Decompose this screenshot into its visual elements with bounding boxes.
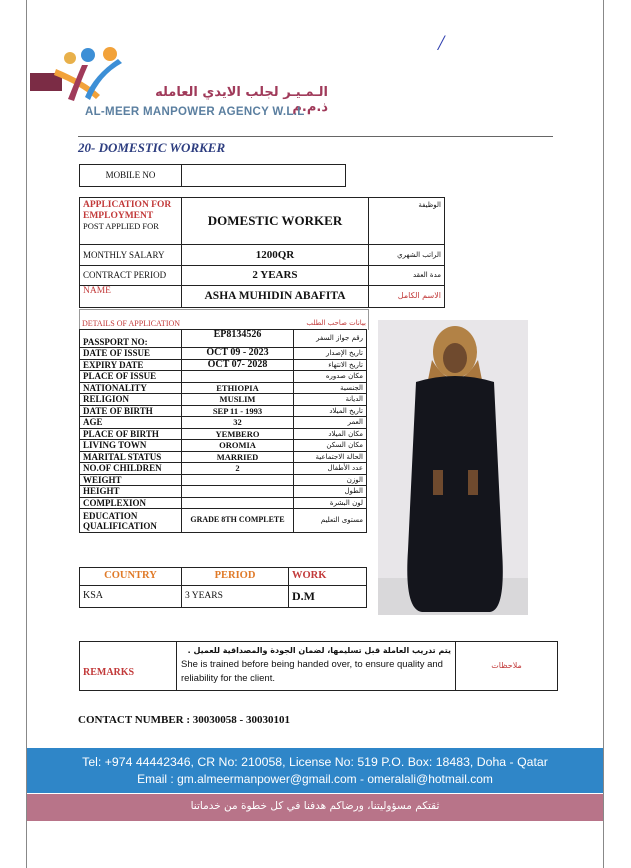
page-right-border xyxy=(603,0,604,868)
details-label-ar: الديانة xyxy=(294,394,367,406)
details-row xyxy=(80,428,367,440)
experience-period: 3 YEARS xyxy=(182,586,289,608)
remarks-label-ar: ملاحظات xyxy=(456,642,558,691)
name-value: ASHA MUHIDIN ABAFITA xyxy=(182,286,369,308)
mobile-value xyxy=(182,165,346,187)
remarks-text-cell xyxy=(177,642,456,691)
experience-work: D.M xyxy=(289,586,367,608)
details-row xyxy=(80,348,367,360)
details-label-ar: مكان صدوره xyxy=(294,371,367,383)
details-value: SEP 11 - 1993 xyxy=(182,405,294,417)
remarks-text-ar: يتم تدريب العاملة قبل تسليمها، لضمان الجودة والمصداقية للعميل . xyxy=(187,645,451,655)
details-value: OROMIA xyxy=(182,440,294,452)
details-value: 32 xyxy=(182,417,294,429)
footer-blue-band xyxy=(27,748,603,793)
footer-line-3: ثقتكم مسؤوليتنا، ورضاكم هدفنا في كل خطوة من خدماتنا xyxy=(190,800,440,812)
details-row xyxy=(80,330,367,348)
details-row xyxy=(80,359,367,371)
page-left-border xyxy=(26,0,27,868)
details-value: MARRIED xyxy=(182,451,294,463)
details-value: ETHIOPIA xyxy=(182,382,294,394)
footer-pink-band xyxy=(27,794,603,821)
details-label: PASSPORT NO: xyxy=(80,330,182,348)
details-label-ar: الوزن xyxy=(294,474,367,486)
contract-label: CONTRACT PERIOD xyxy=(80,266,182,286)
details-label-ar: بيانات صاحب الطلب xyxy=(306,319,366,327)
person-photo-icon xyxy=(378,320,528,615)
details-label-ar: لون البشرة xyxy=(294,497,367,509)
details-label-ar: مكان السكن xyxy=(294,440,367,452)
details-row xyxy=(80,509,367,533)
details-value: GRADE 8TH COMPLETE xyxy=(182,509,294,533)
footer-line-2: Email : gm.almeermanpower@gmail.com - omeralali@hotmail.com xyxy=(137,772,493,786)
details-header-row xyxy=(79,309,369,330)
details-label: HEIGHT xyxy=(80,486,182,498)
details-label-ar: عدد الأطفال xyxy=(294,463,367,475)
details-label: NATIONALITY xyxy=(80,382,182,394)
details-row xyxy=(80,451,367,463)
details-row xyxy=(80,486,367,498)
details-label-ar: الحالة الاجتماعية xyxy=(294,451,367,463)
details-label: EXPIRY DATE xyxy=(80,359,182,371)
details-value: EP8134526 xyxy=(182,330,294,348)
details-label: LIVING TOWN xyxy=(80,440,182,452)
details-label: EDUCATION QUALIFICATION xyxy=(80,509,182,533)
company-name-arabic: الـمـيـر لجلب الايدي العامله ذ.م.م xyxy=(155,85,328,115)
salary-value: 1200QR xyxy=(182,245,369,266)
details-label-ar: تاريخ الميلاد xyxy=(294,405,367,417)
details-value xyxy=(182,497,294,509)
details-label: DETAILS OF APPLICATION xyxy=(82,319,181,328)
details-value: OCT 09 - 2023 xyxy=(182,348,294,360)
salary-label: MONTHLY SALARY xyxy=(80,245,182,266)
details-label: PLACE OF ISSUE xyxy=(80,371,182,383)
application-cell xyxy=(80,198,182,245)
details-label: AGE xyxy=(80,417,182,429)
employment-table xyxy=(79,197,445,308)
details-row xyxy=(80,382,367,394)
experience-table xyxy=(79,567,367,608)
details-value xyxy=(182,474,294,486)
details-label: PLACE OF BIRTH xyxy=(80,428,182,440)
name-label-ar: الاسم الكامل xyxy=(369,286,445,308)
details-label: RELIGION xyxy=(80,394,182,406)
post-label-ar: الوظيفة xyxy=(369,198,445,245)
details-row xyxy=(80,440,367,452)
application-label: APPLICATION FOR EMPLOYMENT xyxy=(83,200,172,221)
details-row xyxy=(80,417,367,429)
details-label-ar: مكان الميلاد xyxy=(294,428,367,440)
experience-country: KSA xyxy=(80,586,182,608)
post-label: POST APPLIED FOR xyxy=(83,221,159,231)
remarks-text-en: She is trained before being handed over, to ensure quality and reliability for the client. xyxy=(181,659,443,685)
logo-figures-icon xyxy=(30,45,130,105)
details-value xyxy=(182,371,294,383)
name-label: NAME xyxy=(80,286,182,308)
details-label-ar: الطول xyxy=(294,486,367,498)
remarks-label: REMARKS xyxy=(80,642,177,691)
company-name-english: AL-MEER MANPOWER AGENCY W.L.L xyxy=(85,106,305,118)
details-label-ar: العمر xyxy=(294,417,367,429)
details-table xyxy=(79,329,367,533)
footer-line-1: Tel: +974 44442346, CR No: 210058, License No: 519 P.O. Box: 18483, Doha - Qatar xyxy=(82,755,548,769)
company-logo xyxy=(30,45,130,105)
details-value: YEMBERO xyxy=(182,428,294,440)
details-label-ar: رقم جواز السفر xyxy=(294,330,367,348)
details-label-ar: تاريخ الإصدار xyxy=(294,348,367,360)
details-row xyxy=(80,497,367,509)
details-row xyxy=(80,463,367,475)
details-row xyxy=(80,394,367,406)
header-rule xyxy=(78,136,553,137)
details-value xyxy=(182,486,294,498)
details-label: NO.OF CHILDREN xyxy=(80,463,182,475)
post-value: DOMESTIC WORKER xyxy=(182,198,369,245)
contract-label-ar: مدة العقد xyxy=(369,266,445,286)
details-label-ar: الجنسية xyxy=(294,382,367,394)
details-row xyxy=(80,371,367,383)
details-label: MARITAL STATUS xyxy=(80,451,182,463)
details-value: MUSLIM xyxy=(182,394,294,406)
details-row xyxy=(80,405,367,417)
applicant-photo xyxy=(378,320,528,615)
corner-mark: / xyxy=(438,30,445,55)
details-label: WEIGHT xyxy=(80,474,182,486)
details-label: DATE OF ISSUE xyxy=(80,348,182,360)
section-title: 20- DOMESTIC WORKER xyxy=(78,140,226,155)
details-row xyxy=(80,474,367,486)
contract-value: 2 YEARS xyxy=(182,266,369,286)
salary-label-ar: الراتب الشهري xyxy=(369,245,445,266)
contact-number: CONTACT NUMBER : 30030058 - 30030101 xyxy=(78,714,290,726)
details-label: DATE OF BIRTH xyxy=(80,405,182,417)
remarks-table xyxy=(79,641,558,691)
experience-header-country: COUNTRY xyxy=(80,568,182,586)
details-label-ar: تاريخ الانتهاء xyxy=(294,359,367,371)
details-label: COMPLEXION xyxy=(80,497,182,509)
details-label-ar: مستوى التعليم xyxy=(294,509,367,533)
experience-header-work: WORK xyxy=(289,568,367,586)
mobile-table xyxy=(79,164,346,187)
experience-header-period: PERIOD xyxy=(182,568,289,586)
details-value: 2 xyxy=(182,463,294,475)
details-value: OCT 07- 2028 xyxy=(182,359,294,371)
mobile-label: MOBILE NO xyxy=(80,165,182,187)
